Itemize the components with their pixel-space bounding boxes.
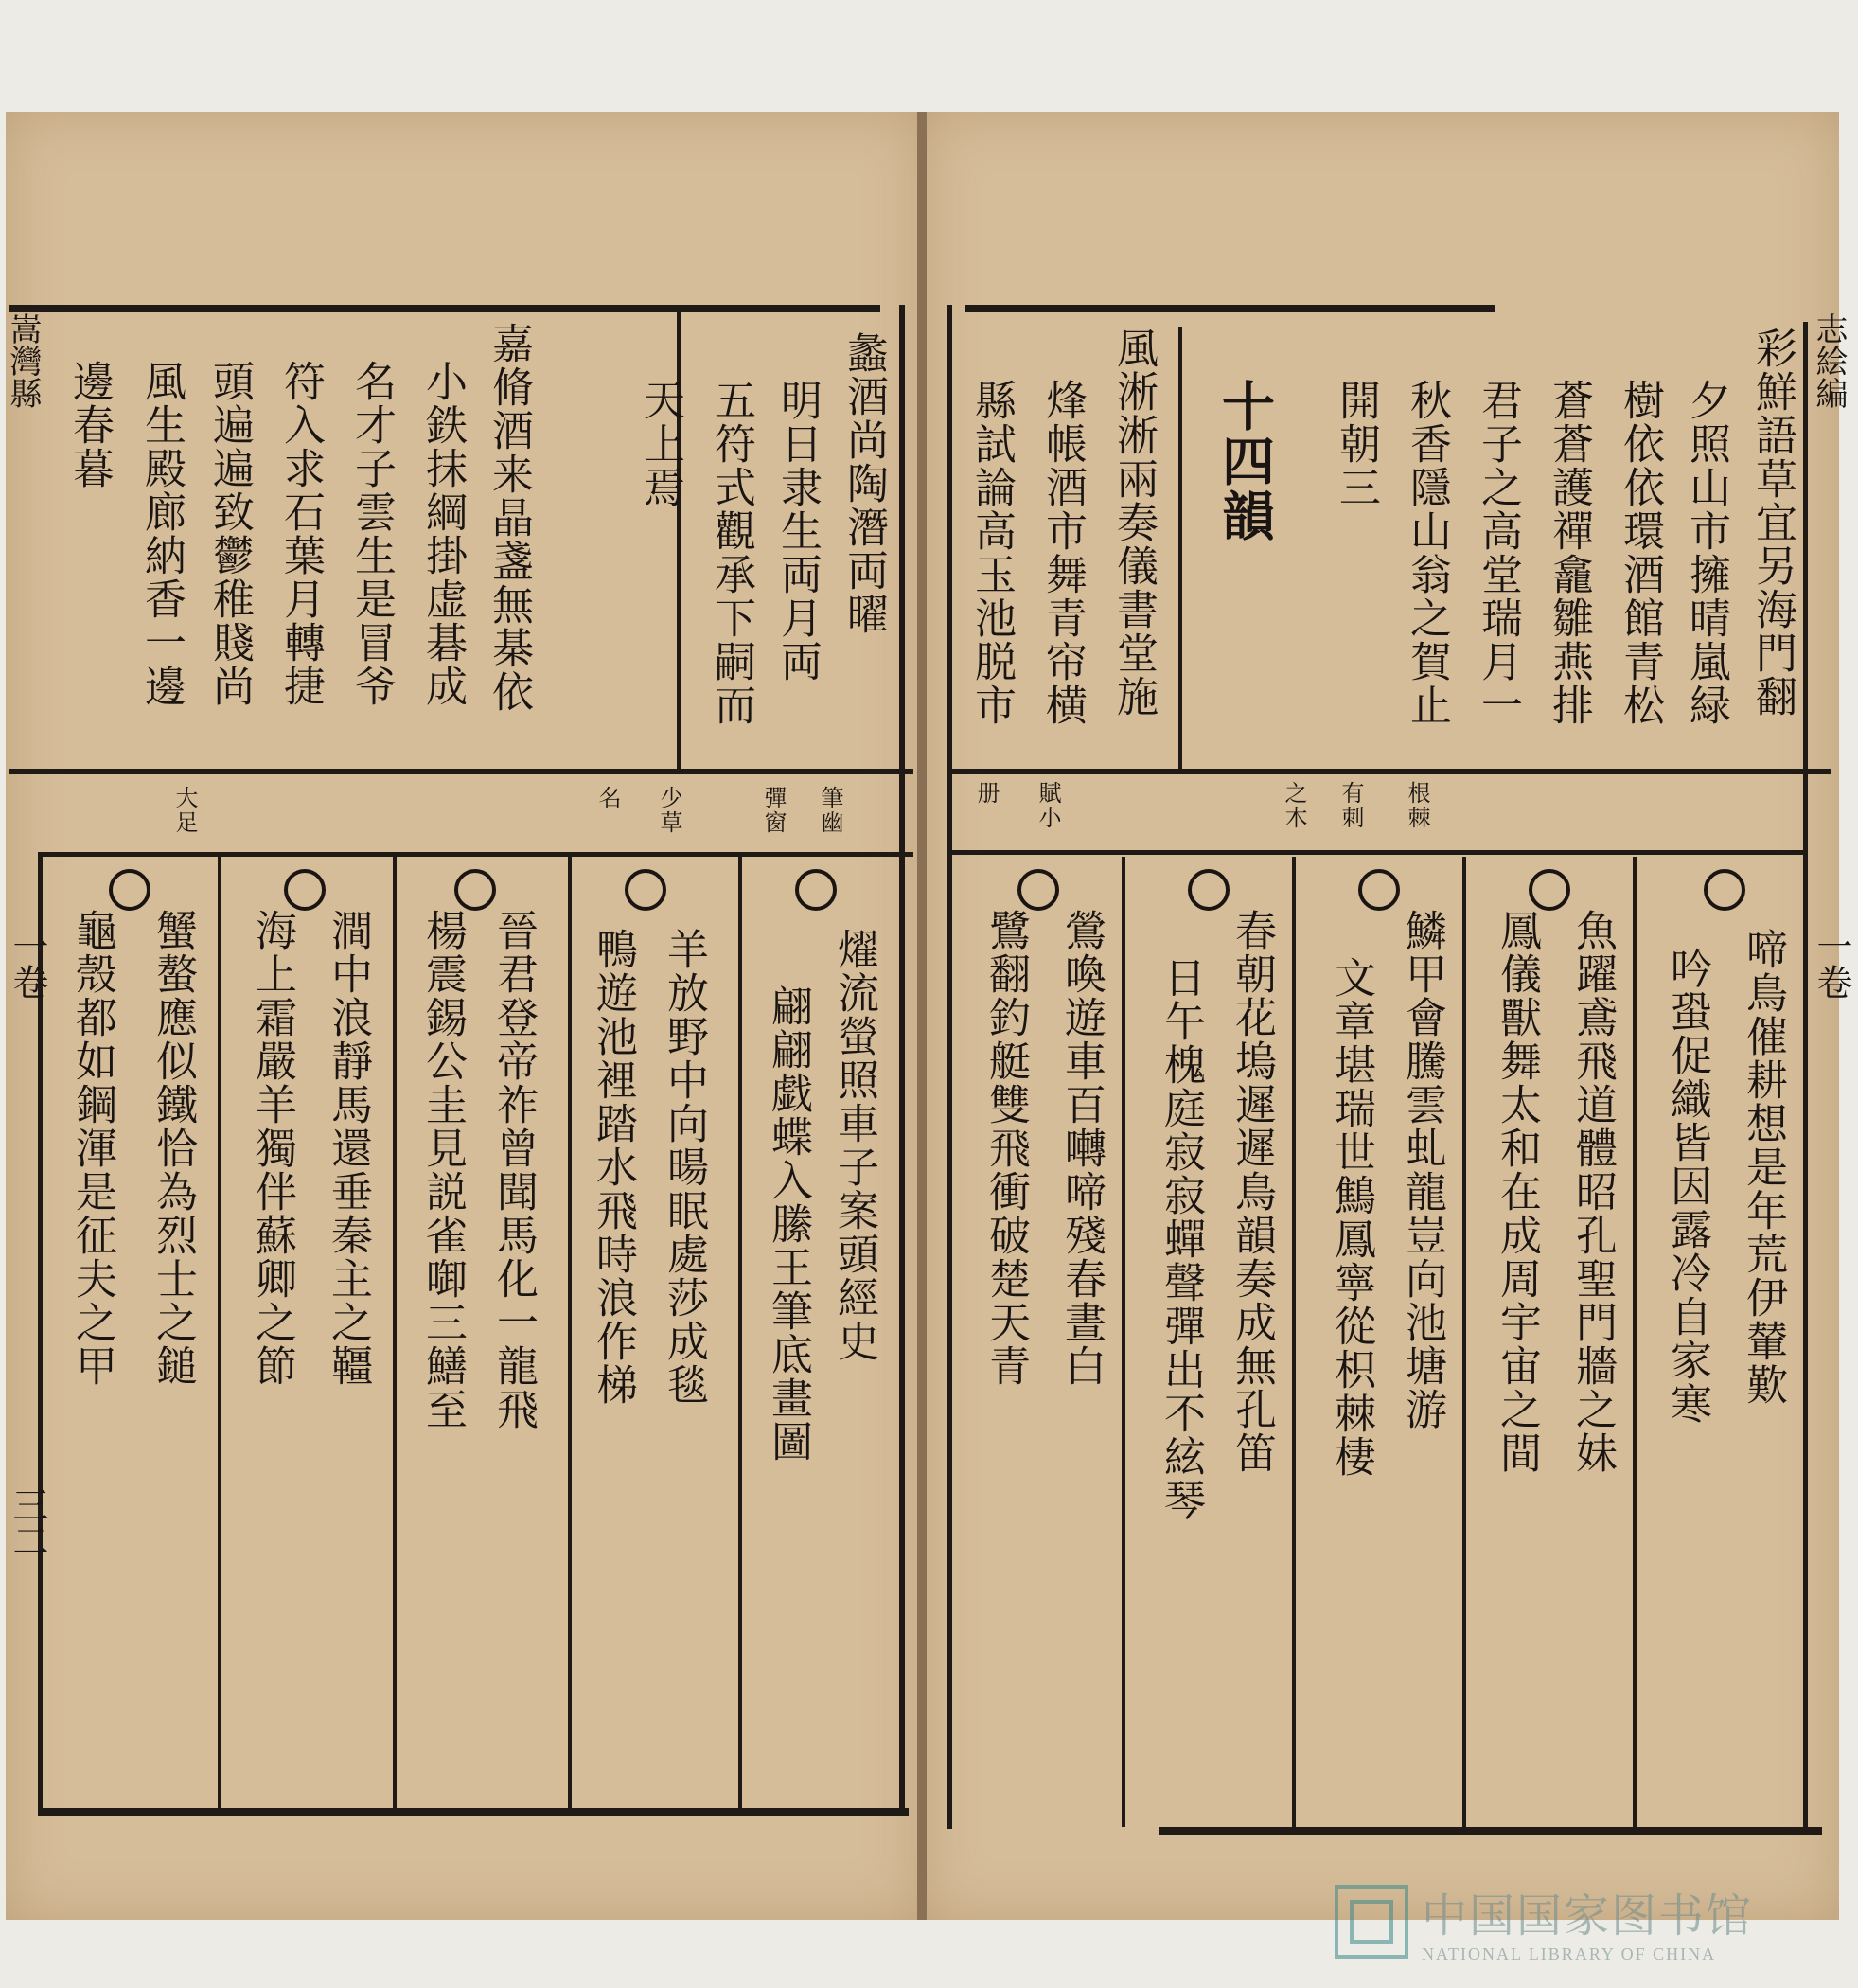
right-lower-col-10: 鷺翻釣艇雙飛衝破楚天青 bbox=[982, 909, 1030, 1388]
right-lower-col-1: 啼鳥催耕想是年荒伊輦歎 bbox=[1739, 928, 1787, 1407]
left-lower-col-9: 蟹螯應似鐵恰為烈士之鎚 bbox=[149, 909, 197, 1388]
right-upper-col-5: 君子之高堂瑞月一 bbox=[1474, 379, 1522, 727]
left-bottom-rule bbox=[38, 1808, 909, 1816]
right-upper-col-4: 蒼蒼護禪龕雛燕排 bbox=[1545, 379, 1593, 727]
folio-number: 三二 bbox=[7, 1486, 48, 1558]
left-note-4: 彈窗 bbox=[760, 786, 787, 835]
right-top-rule bbox=[965, 305, 1495, 312]
right-upper-col-2: 夕照山市擁晴嵐緑 bbox=[1682, 379, 1730, 727]
watermark-cn: 中国国家图书馆 bbox=[1422, 1890, 1754, 1943]
right-lower-col-9: 鶯喚遊車百囀啼殘春晝白 bbox=[1057, 909, 1106, 1388]
right-entry-marker-4 bbox=[1188, 869, 1230, 911]
left-cell-divider-1 bbox=[218, 857, 221, 1808]
left-cell-divider-4 bbox=[738, 857, 742, 1808]
right-upper-col-10: 烽帳酒市舞青帘横 bbox=[1038, 379, 1087, 727]
left-mid-rule-2 bbox=[38, 852, 913, 857]
left-lower-col-3: 羊放野中向暘眠處莎成毯 bbox=[660, 928, 708, 1407]
right-outer-vrule bbox=[1803, 322, 1808, 1827]
right-upper-col-7: 開朝三 bbox=[1332, 379, 1380, 509]
library-logo-icon bbox=[1335, 1885, 1408, 1959]
right-upper-col-1: 彩鮮語草宜另海門翻 bbox=[1748, 327, 1796, 719]
left-note-2: 名 bbox=[594, 786, 621, 810]
right-cell-divider-3 bbox=[1462, 857, 1466, 1827]
left-entry-marker-1 bbox=[795, 869, 837, 911]
right-margin-label: 一卷 bbox=[1811, 928, 1852, 1000]
left-lower-col-4: 鴨遊池裡踏水飛時浪作梯 bbox=[589, 928, 637, 1407]
right-upper-col-9: 風淅淅兩奏儀書堂施 bbox=[1109, 327, 1158, 719]
right-lower-col-3: 魚躍鳶飛道體昭孔聖門牆之妹 bbox=[1568, 909, 1617, 1475]
right-entry-marker-2 bbox=[1529, 869, 1570, 911]
left-note-3: 少草 bbox=[656, 786, 682, 835]
right-entry-marker-3 bbox=[1358, 869, 1400, 911]
right-cell-divider-2 bbox=[1292, 857, 1296, 1827]
left-lower-col-5: 晉君登帝祚曾聞馬化一龍飛 bbox=[489, 909, 538, 1431]
right-note-2: 有刺 bbox=[1337, 781, 1364, 830]
right-lower-col-7: 春朝花塢遲遲鳥韻奏成無孔笛 bbox=[1228, 909, 1276, 1475]
watermark-text bbox=[1422, 1879, 1753, 1964]
watermark-en: NATIONAL LIBRARY OF CHINA bbox=[1422, 1944, 1717, 1963]
right-note-5: 册 bbox=[973, 781, 1000, 806]
right-upper-col-3: 樹依依環酒館青松 bbox=[1616, 379, 1664, 727]
left-upper-col-5: 嘉脩酒来晶盞無棊依 bbox=[485, 322, 533, 714]
left-header: 嵩灣縣 bbox=[4, 312, 42, 409]
left-upper-col-1: 蠡酒尚陶潛両曜 bbox=[840, 331, 888, 636]
left-note-1: 大足 bbox=[171, 786, 198, 835]
right-mid-rule-1 bbox=[947, 769, 1831, 774]
right-lower-col-6: 文章堪瑞世鷦鳳寧從枳棘棲 bbox=[1327, 956, 1375, 1479]
library-watermark bbox=[1335, 1879, 1753, 1964]
left-inner-vrule bbox=[899, 305, 905, 1810]
left-upper-col-2: 明日隶生両月両 bbox=[773, 379, 822, 683]
left-lower-col-1: 燿流螢照車子案頭經史 bbox=[830, 928, 878, 1363]
left-cell-divider-3 bbox=[568, 857, 572, 1808]
right-entry-marker-5 bbox=[1017, 869, 1059, 911]
right-mid-rule-2 bbox=[947, 850, 1803, 855]
right-note-4: 賦小 bbox=[1035, 781, 1061, 830]
right-lower-col-2: 吟蛩促織皆因露冷自家寒 bbox=[1663, 947, 1711, 1426]
right-lower-col-5: 鱗甲會騰雲虬龍豈向池塘游 bbox=[1398, 909, 1446, 1431]
right-header: 志絵編 bbox=[1810, 312, 1848, 409]
right-bottom-rule bbox=[1159, 1827, 1822, 1835]
left-cell-divider-2 bbox=[393, 857, 397, 1808]
left-lower-col-2: 翩翩戯蝶入縢王筆底畫圖 bbox=[764, 985, 812, 1464]
left-upper-col-6: 小鉄抹綱掛虚碁成 bbox=[418, 360, 467, 708]
left-lower-col-10: 龜殼都如鋼渾是征夫之甲 bbox=[68, 909, 116, 1388]
left-upper-col-3: 五符式觀承下嗣而 bbox=[707, 379, 755, 727]
left-entry-marker-5 bbox=[109, 869, 150, 911]
right-entry-marker-1 bbox=[1704, 869, 1745, 911]
right-cell-divider-4 bbox=[1633, 857, 1637, 1827]
left-lower-col-7: 澗中浪靜馬還垂秦主之韁 bbox=[324, 909, 372, 1388]
right-lower-col-4: 鳳儀獸舞太和在成周宇宙之間 bbox=[1493, 909, 1541, 1475]
left-upper-col-8: 符入求石葉月轉捷 bbox=[276, 360, 325, 708]
left-entry-marker-3 bbox=[454, 869, 496, 911]
right-upper-divider bbox=[1178, 327, 1182, 772]
right-upper-col-11: 縣試論高玉池脱市 bbox=[967, 379, 1016, 727]
left-entry-marker-4 bbox=[284, 869, 326, 911]
left-entry-marker-2 bbox=[625, 869, 666, 911]
right-inner-vrule bbox=[947, 305, 952, 1829]
left-top-rule bbox=[9, 305, 880, 312]
left-upper-col-4: 天上焉 bbox=[636, 379, 684, 509]
left-note-5: 筆幽 bbox=[817, 786, 843, 835]
left-margin-label: 一卷 bbox=[7, 928, 48, 1000]
right-note-1: 根棘 bbox=[1404, 781, 1430, 830]
right-cell-divider-1 bbox=[1122, 857, 1125, 1827]
left-upper-col-11: 邊春暮 bbox=[65, 360, 114, 490]
left-lower-col-8: 海上霜嚴羊獨伴蘇卿之節 bbox=[248, 909, 296, 1388]
left-upper-col-10: 風生殿廊納香一邊 bbox=[137, 360, 186, 708]
right-lower-col-8: 日午槐庭寂寂蟬聲彈出不絃琴 bbox=[1157, 956, 1205, 1522]
right-upper-heading: 十四韻 bbox=[1213, 379, 1276, 543]
left-upper-col-7: 名才子雲生是冒爷 bbox=[347, 360, 396, 708]
right-upper-col-6: 秋香隱山翁之賀止 bbox=[1403, 379, 1451, 727]
left-lower-col-6: 楊震錫公圭見説雀啣三鱔至 bbox=[418, 909, 467, 1431]
left-upper-col-9: 頭遍遍致鬱稚賤尚 bbox=[205, 360, 254, 708]
right-note-3: 之木 bbox=[1281, 781, 1307, 830]
left-mid-rule-1 bbox=[9, 769, 913, 774]
book-gutter bbox=[917, 112, 927, 1920]
